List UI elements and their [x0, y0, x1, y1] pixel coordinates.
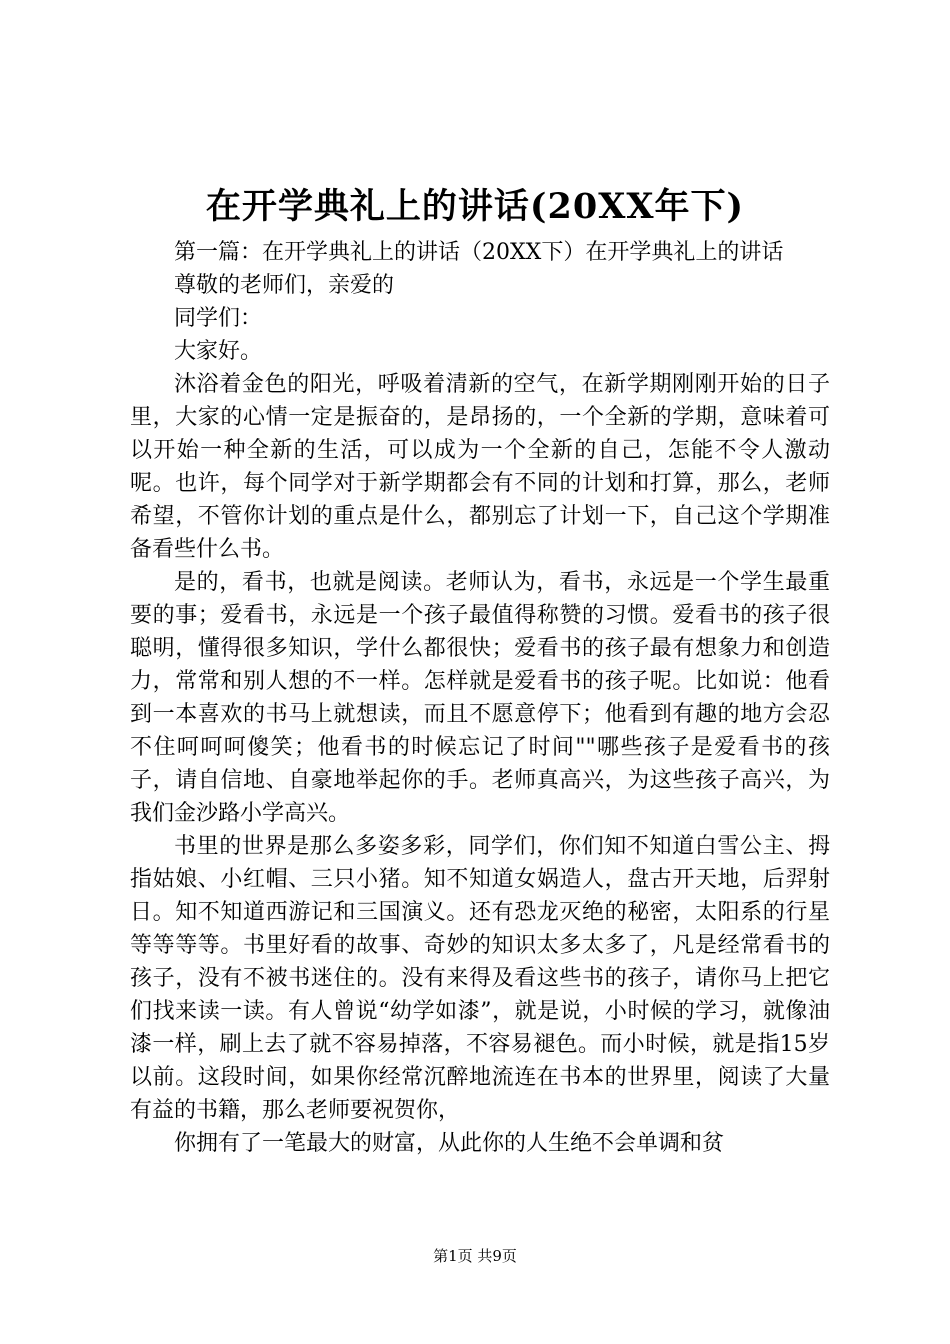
paragraph-audience: 同学们：: [174, 306, 263, 331]
paragraph-heading: 第一篇：在开学典礼上的讲话（20XX下）在开学典礼上的讲话: [174, 240, 784, 265]
paragraph-body: 沐浴着金色的阳光，呼吸着清新的空气，在新学期刚刚开始的日子里，大家的心情一定是振奋的，是昂扬的，一个全新的学期，意味着可以开始一种全新的生活，可以成为一个全新的自己，怎能不令人激动呢。也许，每个同学对于新学期都会有不同的计划和打算，那么，老师希望，不管你计划的重点是什么，都别忘了计划一下，自己这个学期准备看些什么书。: [130, 372, 830, 562]
page-number: 第1页 共9页: [433, 1247, 517, 1265]
document-title: 在开学典礼上的讲话(20XX年下): [205, 186, 745, 227]
paragraph-body: 是的，看书，也就是阅读。老师认为，看书，永远是一个学生最重要的事；爱看书，永远是一个孩子最值得称赞的习惯。爱看书的孩子很聪明，懂得很多知识，学什么都很快；爱看书的孩子最有想象力和创造力，常常和别人想的不一样。怎样就是爱看书的孩子呢。比如说：他看到一本喜欢的书马上就想读，而且不愿意停下；他看到有趣的地方会忍不住呵呵呵傻笑；他看书的时候忘记了时间""哪些孩子是爱看书的孩子，请自信地、自豪地举起你的手。老师真高兴，为这些孩子高兴，为我们金沙路小学高兴。: [130, 570, 830, 826]
paragraph-greeting: 大家好。: [174, 339, 263, 364]
paragraph-salutation: 尊敬的老师们，亲爱的: [174, 273, 395, 298]
paragraph-body: 你拥有了一笔最大的财富，从此你的人生绝不会单调和贫: [174, 1131, 725, 1156]
document-body: [130, 236, 830, 1160]
paragraph-body: 书里的世界是那么多姿多彩，同学们，你们知不知道白雪公主、拇指姑娘、小红帽、三只小猪。知不知道女娲造人，盘古开天地，后羿射日。知不知道西游记和三国演义。还有恐龙灭绝的秘密，太阳系的行星等等等等。书里好看的故事、奇妙的知识太多太多了，凡是经常看书的孩子，没有不被书迷住的。没有来得及看这些书的孩子，请你马上把它们找来读一读。有人曾说“幼学如漆”，就是说，小时候的学习，就像油漆一样，刷上去了就不容易掉落，不容易褪色。而小时候，就是指15岁以前。这段时间，如果你经常沉醉地流连在书本的世界里，阅读了大量有益的书籍，那么老师要祝贺你，: [130, 834, 830, 1123]
